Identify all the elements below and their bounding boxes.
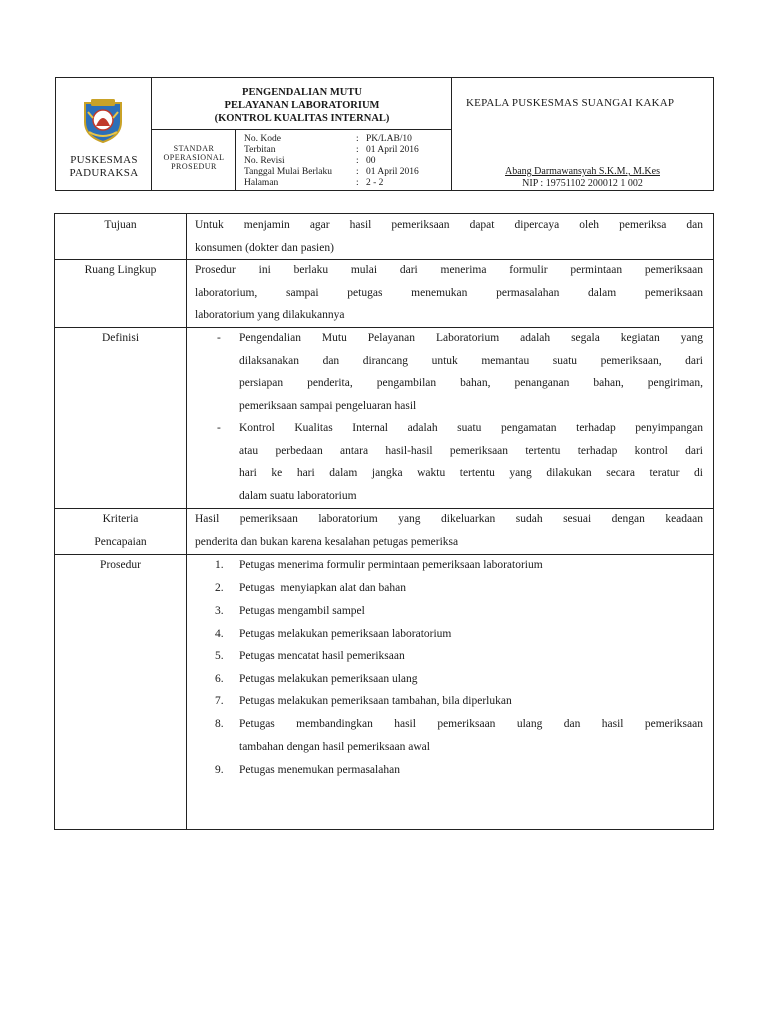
label-tujuan: Tujuan [104, 219, 137, 231]
step-text: Petugas mengambil sampel [239, 605, 365, 617]
text-line: laboratorium yang dilakukannya [195, 309, 345, 322]
sop-label-cell [152, 130, 236, 190]
step-text: Petugas menyiapkan alat dan bahan [239, 582, 407, 594]
meta-label: No. Kode [244, 134, 281, 144]
document-title-cell [152, 78, 452, 130]
meta-row-terbitan: Terbitan : 01 April 2016 [244, 145, 419, 155]
logo-cell [56, 78, 152, 190]
text-line: Hasil pemeriksaan laboratorium yang dikeluarkan sudah sesuai dengan keadaan [195, 513, 703, 525]
approval-cell [452, 78, 713, 190]
text-line: Petugas membandingkan hasil pemeriksaan ulang dan hasil pemeriksaan [239, 718, 703, 730]
text-line: penderita dan bukan karena kesalahan petugas pemeriksa [195, 535, 459, 548]
label-ruang-lingkup: Ruang Lingkup [84, 264, 157, 276]
dash-bullet: - [217, 422, 221, 434]
step-text [239, 713, 703, 758]
text-line: laboratorium, sampai petugas menemukan permasalahan dalam pemeriksaan [195, 286, 703, 299]
meta-label: Halaman [244, 178, 279, 188]
content-kriteria [195, 508, 703, 553]
step-number: 1. [215, 559, 224, 571]
meta-value: 01 April 2016 [366, 145, 419, 155]
step-number: 6. [215, 673, 224, 685]
text-line: tambahan dengan hasil pemeriksaan awal [239, 740, 430, 753]
step-text: Petugas melakukan pemeriksaan tambahan, bila diperlukan [239, 695, 512, 707]
title-line-3: (KONTROL KUALITAS INTERNAL) [214, 113, 390, 124]
title-line-1: PENGENDALIAN MUTU [242, 87, 362, 98]
meta-label: Terbitan [244, 145, 276, 155]
step-text: Petugas mencatat hasil pemeriksaan [239, 650, 405, 662]
label-prosedur: Prosedur [100, 559, 141, 571]
meta-value: 01 April 2016 [366, 167, 419, 177]
step-text: Petugas menemukan permasalahan [239, 764, 400, 776]
step-text: Petugas melakukan pemeriksaan ulang [239, 673, 418, 685]
text-line: pemeriksaan sampai pengeluaran hasil [239, 399, 417, 412]
meta-row-kode: No. Kode : PK/LAB/10 [244, 134, 412, 144]
sop-body-table [54, 213, 714, 830]
title-line-2: PELAYANAN LABORATORIUM [224, 100, 380, 111]
content-tujuan [195, 214, 703, 259]
signatory-name: Abang Darmawansyah S.K.M., M.Kes [505, 166, 660, 177]
text-line: dalam suatu laboratorium [239, 489, 357, 502]
step-text: Petugas menerima formulir permintaan pemeriksaan laboratorium [239, 559, 543, 571]
puskesmas-line1: PUSKESMAS [70, 154, 138, 166]
step-number: 8. [215, 718, 224, 730]
definisi-item-text [239, 417, 703, 507]
sop-label [152, 144, 236, 171]
step-number: 3. [215, 605, 224, 617]
definisi-item-text [239, 327, 703, 417]
label-line: Pencapaian [94, 536, 147, 548]
sop-header [55, 77, 714, 191]
meta-value: PK/LAB/10 [366, 134, 412, 144]
meta-value: 00 [366, 156, 376, 166]
text-line: hari ke hari dalam jangka waktu tertentu yang dilakukan secara teratur di [239, 467, 703, 480]
puskesmas-line2: PADURAKSA [69, 167, 139, 179]
kepala-puskesmas-title: KEPALA PUSKESMAS SUANGAI KAKAP [466, 97, 675, 109]
sop-line2: OPERASIONAL [163, 153, 225, 162]
dash-bullet: - [217, 332, 221, 344]
label-kriteria-pencapaian [55, 508, 186, 554]
step-number: 9. [215, 764, 224, 776]
label-line: Kriteria [102, 513, 139, 525]
step-number: 4. [215, 628, 224, 640]
regency-emblem-icon [79, 96, 127, 144]
step-number: 7. [215, 695, 224, 707]
column-divider [186, 214, 187, 829]
text-line: dilaksanakan dan dirancang untuk memantau suatu pemeriksaan, dari [239, 354, 703, 367]
text-line: Kontrol Kualitas Internal adalah suatu pengamatan terhadap penyimpangan [239, 422, 703, 434]
document-meta-cell [236, 130, 452, 190]
content-ruang-lingkup [195, 259, 703, 327]
text-line: konsumen (dokter dan pasien) [195, 241, 334, 254]
label-definisi: Definisi [101, 332, 140, 344]
text-line: persiapan penderita, pengambilan bahan, penanganan bahan, pengiriman, [239, 377, 703, 390]
meta-row-revisi: No. Revisi : 00 [244, 156, 376, 166]
text-line: Prosedur ini berlaku mulai dari menerima formulir permintaan pemeriksaan [195, 264, 703, 276]
meta-value: 2 - 2 [366, 178, 384, 188]
text-line: atau perbedaan antara hasil-hasil pemeriksaan tertentu terhadap kontrol dari [239, 444, 703, 457]
text-line: Pengendalian Mutu Pelayanan Laboratorium adalah segala kegiatan yang [239, 332, 703, 344]
step-text: Petugas melakukan pemeriksaan laboratorium [239, 628, 452, 640]
signatory-nip: NIP : 19751102 200012 1 002 [522, 178, 643, 189]
meta-label: Tanggal Mulai Berlaku [244, 167, 332, 177]
meta-row-tanggal: Tanggal Mulai Berlaku : 01 April 2016 [244, 167, 419, 177]
meta-label: No. Revisi [244, 156, 285, 166]
puskesmas-name [56, 154, 152, 180]
meta-row-halaman: Halaman : 2 - 2 [244, 178, 384, 188]
text-line: Untuk menjamin agar hasil pemeriksaan dapat dipercaya oleh pemeriksa dan [195, 219, 703, 231]
step-number: 2. [215, 582, 224, 594]
step-number: 5. [215, 650, 224, 662]
sop-line3: PROSEDUR [171, 162, 217, 171]
sop-line1: STANDAR [173, 144, 215, 153]
